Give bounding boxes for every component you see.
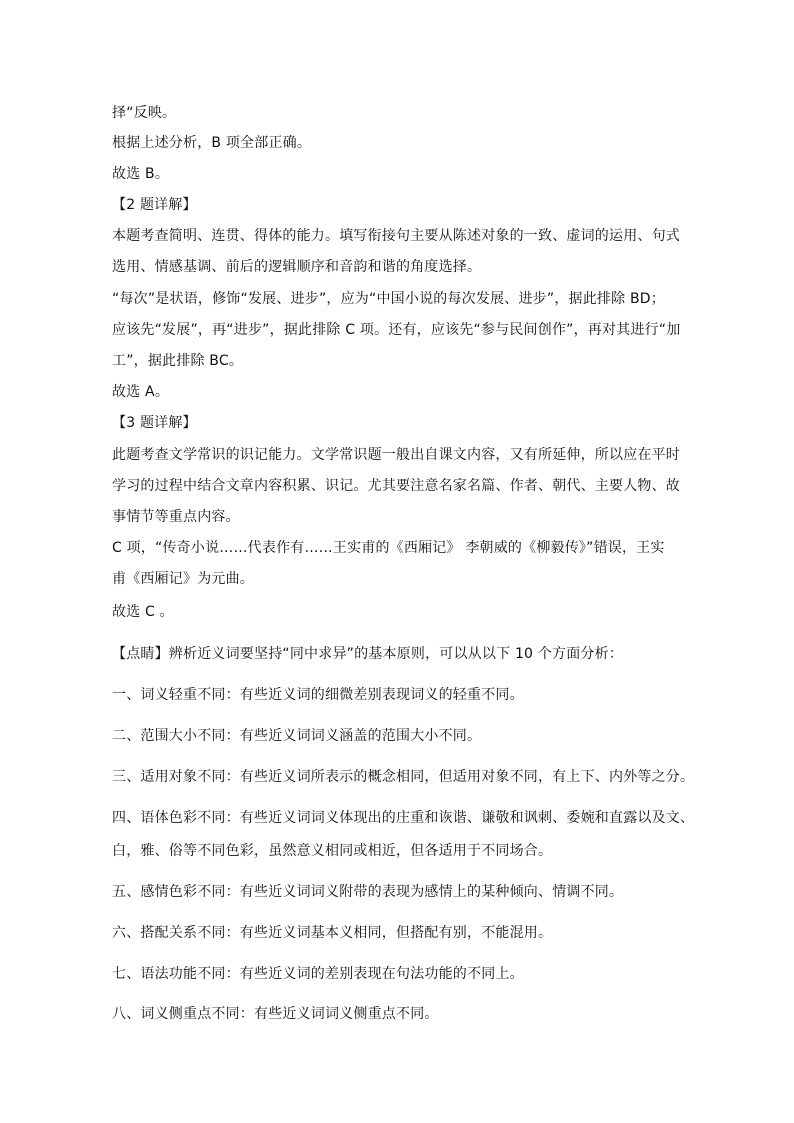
text-line: 学习的过程中结合文章内容积累、识记。尤其要注意名家名篇、作者、朝代、主要人物、故 [112, 478, 680, 494]
text-line: 工”，据此排除 BC。 [112, 353, 244, 369]
list-item: 七、语法功能不同：有些近义词的差别表现在句法功能的不同上。 [112, 966, 524, 982]
list-item-continuation: 白，雅、俗等不同色彩，虽然意义相同或相近，但各适用于不同场合。 [112, 843, 553, 859]
text-line: C 项，“传奇小说……代表作有……王实甫的《西厢记》 李朝威的《柳毅传》”错误，王实 [112, 540, 665, 556]
text-line: 此题考查文学常识的识记能力。文学常识题一般出自课文内容，又有所延伸，所以应在平时 [112, 447, 680, 463]
text-line: 应该先“发展”，再“进步”，据此排除 C 项。还有，应该先“参与民间创作”，再对其进行“加 [112, 322, 681, 338]
text-line: 故选 C 。 [112, 604, 174, 620]
list-item: 八、词义侧重点不同：有些近义词词义侧重点不同。 [112, 1006, 439, 1022]
section-heading: 【3 题详解】 [112, 415, 197, 431]
text-line: 本题考查简明、连贯、得体的能力。填写衔接句主要从陈述对象的一致、虚词的运用、句式 [112, 228, 680, 244]
text-line: 选用、情感基调、前后的逻辑顺序和音韵和谐的角度选择。 [112, 259, 482, 275]
list-item: 六、搭配关系不同：有些近义词基本义相同，但搭配有别，不能混用。 [112, 925, 553, 941]
text-line: “每次”是状语，修饰“发展、进步”，应为“中国小说的每次发展、进步”，据此排除 BD； [112, 291, 665, 307]
list-item: 二、范围大小不同：有些近义词词义涵盖的范围大小不同。 [112, 728, 482, 744]
text-line: 择“反映。 [112, 105, 177, 121]
text-line: 故选 B。 [112, 166, 170, 182]
text-line: 事情节等重点内容。 [112, 509, 240, 525]
list-item: 五、感情色彩不同：有些近义词词义附带的表现为感情上的某种倾向、情调不同。 [112, 884, 624, 900]
list-item: 四、语体色彩不同：有些近义词词义体现出的庄重和诙谐、谦敬和讽刺、委婉和直露以及文、 [112, 810, 695, 826]
section-heading: 【2 题详解】 [112, 197, 197, 213]
text-line: 故选 A。 [112, 384, 170, 400]
note-heading: 【点睛】辨析近义词要坚持“同中求异”的基本原则，可以从以下 10 个方面分析： [112, 646, 624, 662]
list-item: 一、词义轻重不同：有些近义词的细微差别表现词义的轻重不同。 [112, 687, 524, 703]
text-line: 甫《西厢记》为元曲。 [112, 571, 254, 587]
list-item: 三、适用对象不同：有些近义词所表示的概念相同，但适用对象不同，有上下、内外等之分。 [112, 769, 695, 785]
text-line: 根据上述分析，B 项全部正确。 [112, 135, 312, 151]
